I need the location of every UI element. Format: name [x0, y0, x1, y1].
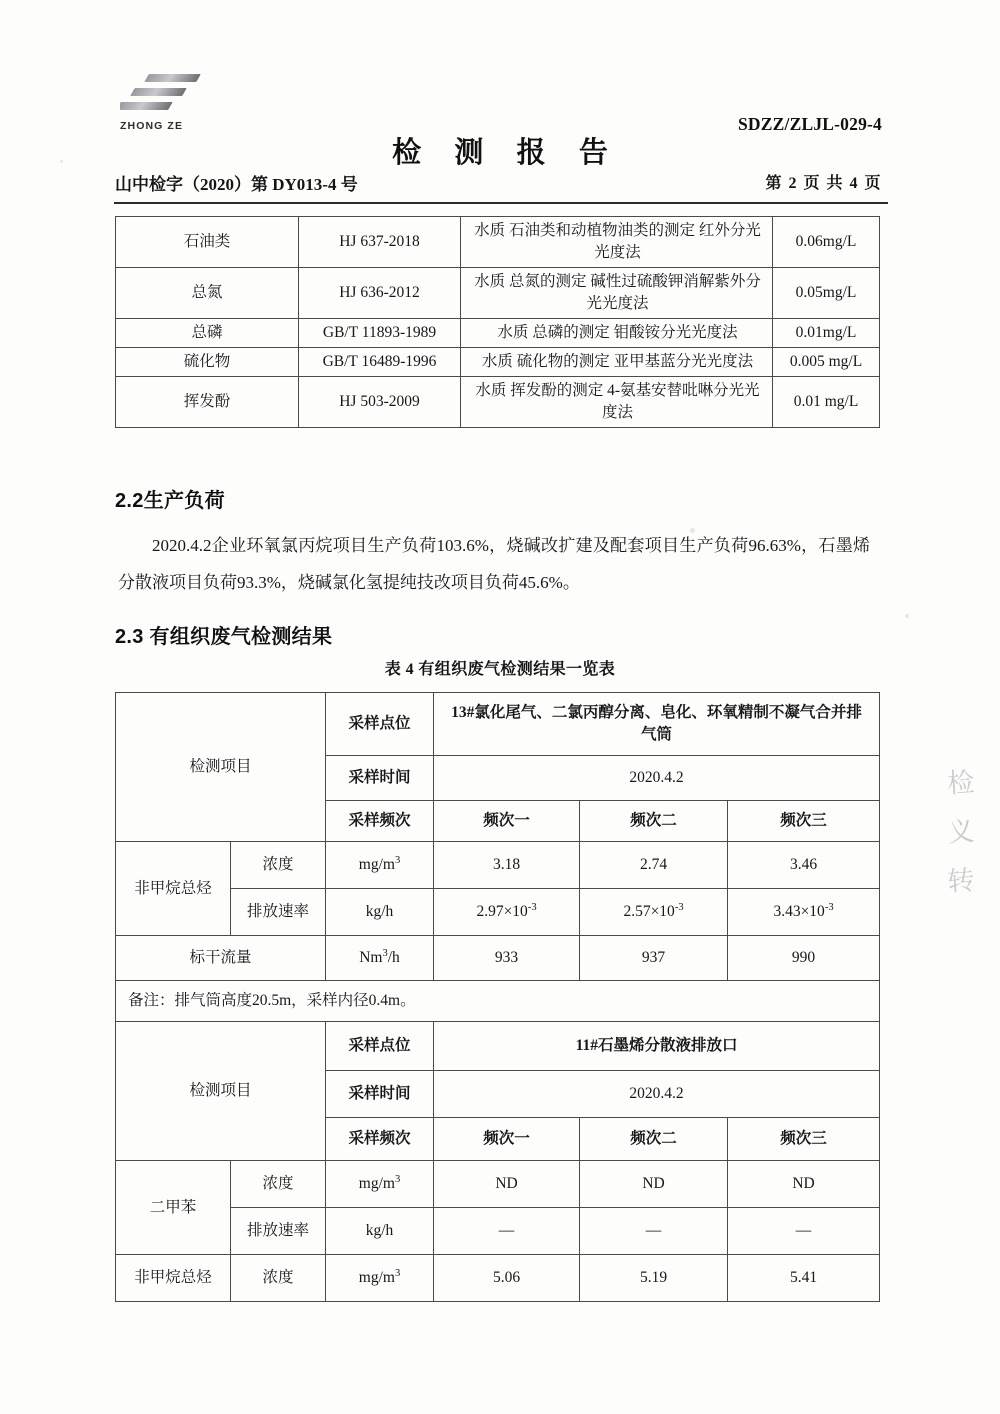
table-row [116, 981, 880, 1022]
methods-table [115, 216, 880, 428]
std-flow-label: 标干流量 [116, 936, 326, 981]
value-cell: 937 [580, 936, 728, 981]
value-cell: 2.74 [580, 842, 728, 889]
table-row [116, 319, 880, 348]
value-cell: 5.19 [580, 1255, 728, 1302]
metric-label-emission-rate: 排放速率 [231, 1208, 326, 1255]
table-row [116, 1208, 880, 1255]
method-limit: 0.005 mg/L [773, 348, 880, 377]
remark-cell: 备注：排气筒高度20.5m，采样内径0.4m。 [116, 981, 880, 1022]
method-limit: 0.01mg/L [773, 319, 880, 348]
gas-results-table [115, 692, 880, 1302]
section-heading-22: 2.2生产负荷 [115, 490, 225, 512]
page-number: 第 2 页 共 4 页 [765, 175, 882, 192]
table-row [116, 1255, 880, 1302]
table-row [116, 377, 880, 428]
table-row [116, 217, 880, 268]
sampling-time-value-b2: 2020.4.2 [434, 1071, 880, 1118]
metric-label-concentration: 浓度 [231, 1255, 326, 1302]
table-row [116, 268, 880, 319]
value-cell: — [728, 1208, 880, 1255]
table-row [116, 842, 880, 889]
company-logo [120, 72, 220, 132]
freq-header-1-b2: 频次一 [434, 1118, 580, 1161]
method-standard: HJ 503-2009 [299, 377, 461, 428]
metric-label-concentration: 浓度 [231, 842, 326, 889]
item-column-header-b2: 检测项目 [116, 1022, 326, 1161]
metric-label-emission-rate: 排放速率 [231, 889, 326, 936]
value-cell: $2.57\times 10^{-3}$ [580, 889, 728, 936]
freq-header-2: 频次二 [580, 801, 728, 842]
sampling-freq-label: 采样频次 [326, 801, 434, 842]
value-cell: ND [434, 1161, 580, 1208]
method-limit: 0.06mg/L [773, 217, 880, 268]
sampling-time-label: 采样时间 [326, 756, 434, 801]
analyte-name-b1: 非甲烷总烃 [116, 842, 231, 936]
sampling-point-label: 采样点位 [326, 693, 434, 756]
value-cell: ND [728, 1161, 880, 1208]
value-cell: — [434, 1208, 580, 1255]
sampling-time-value-b1: 2020.4.2 [434, 756, 880, 801]
unit-cell: $mg/m^3$ [326, 1161, 434, 1208]
logo-wordmark: ZHONG ZE [120, 120, 184, 132]
stamp-glyph: 义 [946, 816, 976, 849]
analyte-name-b2-nmhc: 非甲烷总烃 [116, 1255, 231, 1302]
method-standard: GB/T 11893-1989 [299, 319, 461, 348]
table-row [116, 1022, 880, 1071]
value-cell: 933 [434, 936, 580, 981]
method-limit: 0.05mg/L [773, 268, 880, 319]
value-cell: 990 [728, 936, 880, 981]
page-header [0, 0, 1000, 200]
method-standard: HJ 637-2018 [299, 217, 461, 268]
stamp-glyph: 检 [946, 767, 976, 800]
method-description: 水质 石油类和动植物油类的测定 红外分光光度法 [461, 217, 773, 268]
section-paragraph-22: 2020.4.2企业环氧氯丙烷项目生产负荷103.6%，烧碱改扩建及配套项目生产负荷96.63%，石墨烯分散液项目负荷93.3%，烧碱氯化氢提纯技改项目负荷45.6%。 [118, 536, 870, 592]
value-cell: 5.41 [728, 1255, 880, 1302]
unit-cell: Nm$^3$/h [326, 936, 434, 981]
unit-cell: kg/h [326, 1208, 434, 1255]
sampling-freq-label-b2: 采样频次 [326, 1118, 434, 1161]
analyte-name-b2: 二甲苯 [116, 1161, 231, 1255]
method-item: 石油类 [116, 217, 299, 268]
method-item: 总磷 [116, 319, 299, 348]
value-cell: 5.06 [434, 1255, 580, 1302]
table-row [116, 936, 880, 981]
freq-header-3-b2: 频次三 [728, 1118, 880, 1161]
method-description: 水质 总磷的测定 钼酸铵分光光度法 [461, 319, 773, 348]
table-row [116, 693, 880, 756]
value-cell: ND [580, 1161, 728, 1208]
method-item: 硫化物 [116, 348, 299, 377]
freq-header-3: 频次三 [728, 801, 880, 842]
sampling-point-label-b2: 采样点位 [326, 1022, 434, 1071]
sampling-point-value-b2: 11#石墨烯分散液排放口 [434, 1022, 880, 1071]
unit-cell: kg/h [326, 889, 434, 936]
method-description: 水质 硫化物的测定 亚甲基蓝分光光度法 [461, 348, 773, 377]
margin-stamp-watermark [932, 767, 990, 960]
method-description: 水质 挥发酚的测定 4-氨基安替吡啉分光光度法 [461, 377, 773, 428]
metric-label-concentration: 浓度 [231, 1161, 326, 1208]
sampling-time-label-b2: 采样时间 [326, 1071, 434, 1118]
method-standard: GB/T 16489-1996 [299, 348, 461, 377]
value-cell: $2.97\times 10^{-3}$ [434, 889, 580, 936]
method-item: 总氮 [116, 268, 299, 319]
scan-speck [905, 614, 909, 618]
sampling-point-value-b1: 13#氯化尾气、二氯丙醇分离、皂化、环氧精制不凝气合并排气筒 [434, 693, 880, 756]
method-limit: 0.01 mg/L [773, 377, 880, 428]
page-title: 检 测 报 告 [392, 137, 621, 169]
table-row [116, 348, 880, 377]
section-heading-23: 2.3 有组织废气检测结果 [115, 626, 333, 648]
unit-cell: $mg/m^3$ [326, 842, 434, 889]
logo-bars-icon [120, 72, 206, 118]
method-item: 挥发酚 [116, 377, 299, 428]
method-standard: HJ 636-2012 [299, 268, 461, 319]
value-cell: — [580, 1208, 728, 1255]
freq-header-1: 频次一 [434, 801, 580, 842]
value-cell: 3.18 [434, 842, 580, 889]
unit-cell: $mg/m^3$ [326, 1255, 434, 1302]
report-number: 山中检字（2020）第 DY013-4 号 [115, 175, 358, 194]
table-caption-4: 表 4 有组织废气检测结果一览表 [384, 661, 616, 678]
item-column-header: 检测项目 [116, 693, 326, 842]
value-cell: 3.46 [728, 842, 880, 889]
freq-header-2-b2: 频次二 [580, 1118, 728, 1161]
table-row [116, 1161, 880, 1208]
value-cell: $3.43\times 10^{-3}$ [728, 889, 880, 936]
stamp-glyph: 转 [946, 865, 976, 898]
header-divider [114, 202, 888, 204]
table-row [116, 889, 880, 936]
method-description: 水质 总氮的测定 碱性过硫酸钾消解紫外分光光度法 [461, 268, 773, 319]
document-code: SDZZ/ZLJL-029-4 [738, 114, 882, 134]
